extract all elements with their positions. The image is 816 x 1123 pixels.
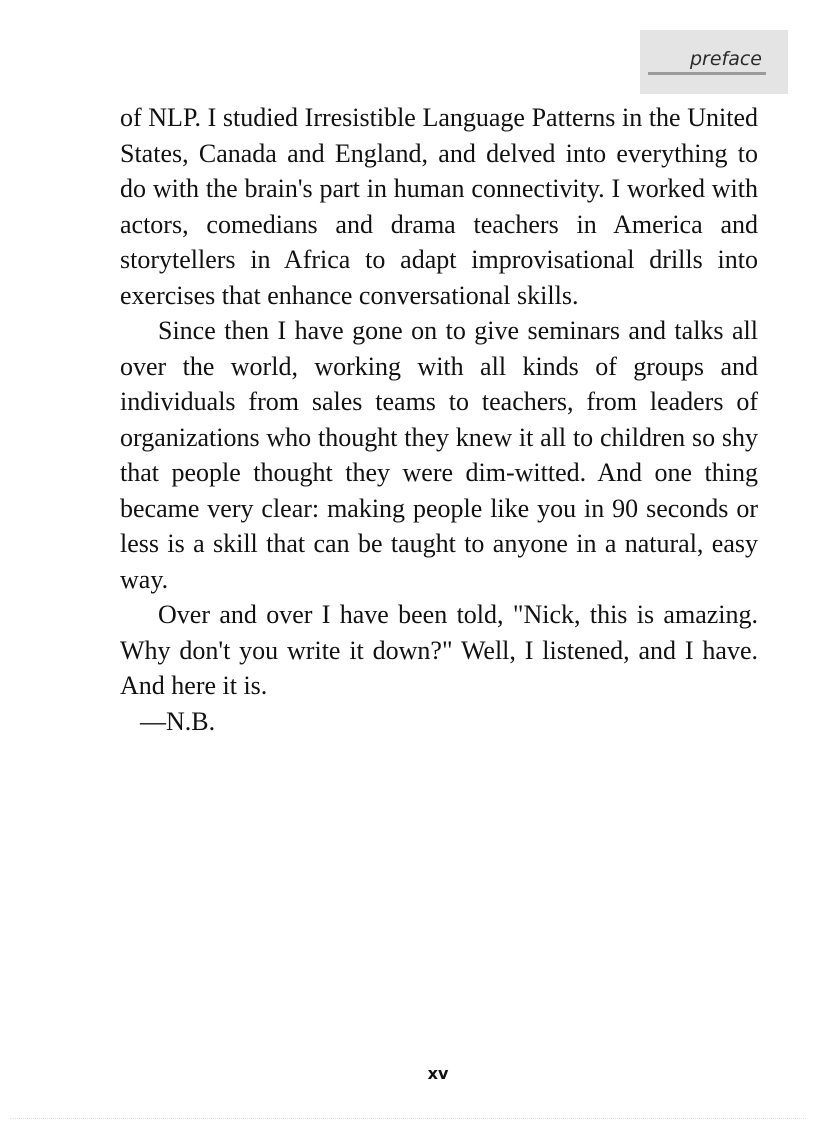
page-edge	[10, 1118, 806, 1119]
paragraph-1: of NLP. I studied Irresistible Language Patterns in the United States, Canada and England, and delved into everything to do with the brain's part in human connectivity. I worked with actors, comedians and drama teachers in America and storytellers in Africa to adapt improvisational drills into exercises that enhance conversational skills.	[120, 103, 758, 310]
signature: —N.B.	[140, 706, 216, 736]
paragraph-2: Since then I have gone on to give seminars and talks all over the world, working with all kinds of groups and individuals from sales teams to teachers, from leaders of organizations who thought they knew it all to children so shy that people thought they were dim-witted. And one thing became very clear: making people like you in 90 seconds or less is a skill that can be taught to anyone in a natural, easy way.	[120, 316, 758, 594]
page-number: xv	[427, 1064, 449, 1083]
paragraph-3: Over and over I have been told, "Nick, this is amazing. Why don't you write it down?" Well, I listened, and I have. And here it is.	[120, 600, 758, 700]
body-text	[120, 100, 758, 739]
header-rule	[648, 72, 766, 75]
running-head	[640, 30, 788, 94]
section-title: preface	[689, 48, 762, 70]
